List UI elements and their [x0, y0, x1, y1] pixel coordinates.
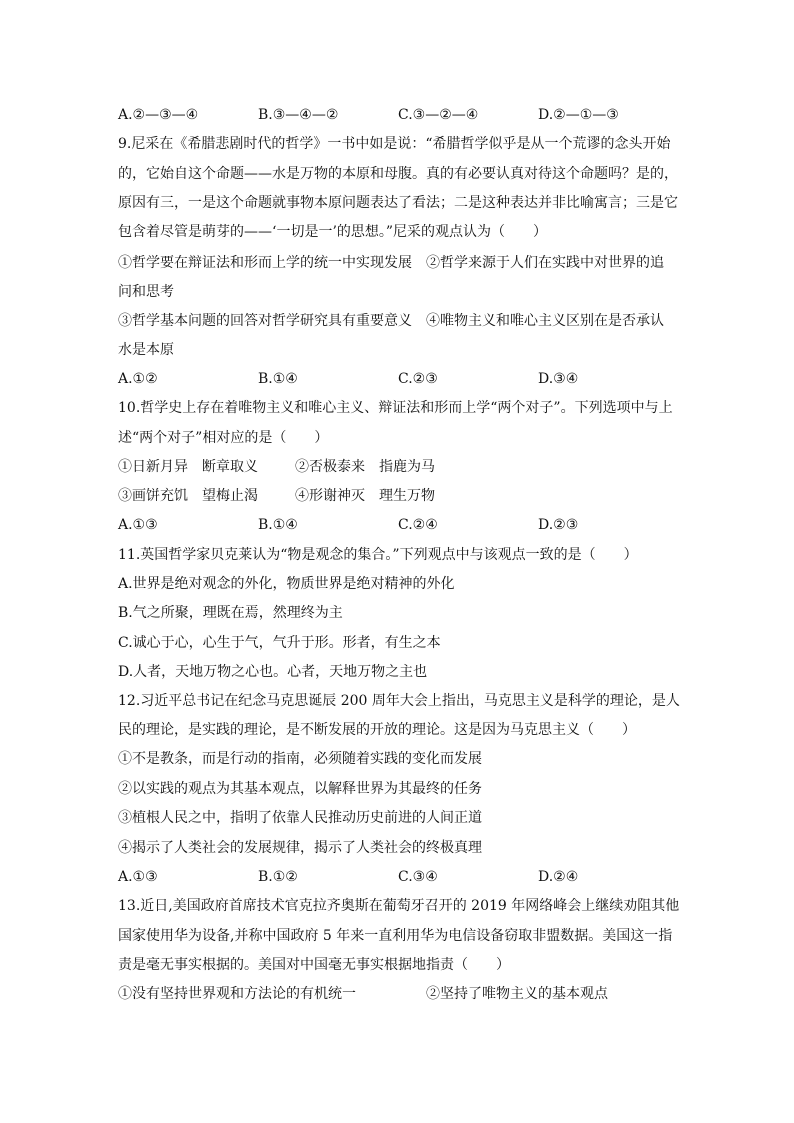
q10-option-a: A.①③ [118, 517, 158, 533]
q10-option-b: B.①④ [258, 517, 298, 533]
q11-stem: 11.英国哲学家贝克莱认为“物是观念的集合。”下列观点中与该观点一致的是（ ） [118, 547, 638, 563]
q12-statement: ③植根人民之中，指明了依靠人民推动历史前进的人间正道 [118, 810, 482, 826]
q12-stem-line: 12.习近平总书记在纪念马克思诞辰 200 周年大会上指出，马克思主义是科学的理论，是人 [118, 693, 680, 709]
q9-statement: ③哲学基本问题的回答对哲学研究具有重要意义 ④唯物主义和唯心主义区别在是否承认 [118, 313, 664, 329]
q9-statement: 问和思考 [118, 284, 174, 300]
q11-option-d: D.人者，天地万物之心也。心者，天地万物之主也 [118, 664, 428, 680]
q8-option-b: B.③—④—② [258, 107, 339, 123]
q13-statement: ②坚持了唯物主义的基本观点 [426, 986, 608, 1002]
q8-option-c: C.③—②—④ [398, 107, 479, 123]
q9-option-a: A.①② [118, 371, 158, 387]
q10-statement: ④形谢神灭 理生万物 [295, 488, 435, 504]
q10-statement: ②否极泰来 指鹿为马 [295, 459, 435, 475]
q12-option-a: A.①③ [118, 869, 158, 885]
q9-statement: 水是本原 [118, 342, 174, 358]
q12-statement: ②以实践的观点为其基本观点，以解释世界为其最终的任务 [118, 781, 482, 797]
q9-option-b: B.①④ [258, 371, 298, 387]
q11-option-b: B.气之所聚，理既在焉，然理终为主 [118, 605, 343, 621]
q12-statement: ④揭示了人类社会的发展规律，揭示了人类社会的终极真理 [118, 840, 482, 856]
q10-stem-line: 述“两个对子”相对应的是（ ） [118, 430, 329, 446]
q12-option-d: D.②④ [538, 869, 579, 885]
q12-stem-line: 民的理论，是实践的理论，是不断发展的开放的理论。这是因为马克思主义（ ） [118, 722, 636, 738]
q9-stem-line: 9.尼采在《希腊悲剧时代的哲学》一书中如是说：“希腊哲学似乎是从一个荒谬的念头开始 [118, 136, 671, 152]
q11-option-c: C.诚心于心，心生于气，气升于形。形者，有生之本 [118, 635, 441, 651]
q10-statement: ③画饼充饥 望梅止渴 [118, 488, 258, 504]
q13-stem-line: 责是毫无事实根据的。美国对中国毫无事实根据地指责（ ） [118, 957, 510, 973]
q10-option-c: C.②④ [398, 517, 438, 533]
q13-stem-line: 国家使用华为设备,并称中国政府 5 年来一直利用华为电信设备窃取非盟数据。美国这一指 [118, 928, 673, 944]
q10-option-d: D.②③ [538, 517, 579, 533]
q9-stem-line: 原因有三，一是这个命题就事物本原问题表达了看法；二是这种表达并非比喻寓言；三是它 [118, 195, 678, 211]
q12-option-b: B.①② [258, 869, 298, 885]
q12-option-c: C.③④ [398, 869, 438, 885]
q9-stem-line: 包含着尽管是萌芽的——‘一切是一’的思想。”尼采的观点认为（ ） [118, 224, 548, 240]
q11-option-a: A.世界是绝对观念的外化，物质世界是绝对精神的外化 [118, 576, 455, 592]
q12-statement: ①不是教条，而是行动的指南，必须随着实践的变化而发展 [118, 751, 482, 767]
q9-option-c: C.②③ [398, 371, 438, 387]
q9-option-d: D.③④ [538, 371, 579, 387]
q9-stem-line: 的，它始自这个命题——水是万物的本原和母腹。真的有必要认真对待这个命题吗？是的， [118, 166, 678, 182]
q10-statement: ①日新月异 断章取义 [118, 459, 258, 475]
q8-option-d: D.②—①—③ [538, 107, 619, 123]
q8-option-a: A.②—③—④ [118, 107, 199, 123]
q9-statement: ①哲学要在辩证法和形而上学的统一中实现发展 ②哲学来源于人们在实践中对世界的追 [118, 255, 664, 271]
q13-stem-line: 13.近日,美国政府首席技术官克拉齐奥斯在葡萄牙召开的 2019 年网络峰会上继续劝阻其他 [118, 898, 680, 914]
q10-stem-line: 10.哲学史上存在着唯物主义和唯心主义、辩证法和形而上学“两个对子”。下列选项中与上 [118, 400, 673, 416]
q13-statement: ①没有坚持世界观和方法论的有机统一 [118, 986, 356, 1002]
